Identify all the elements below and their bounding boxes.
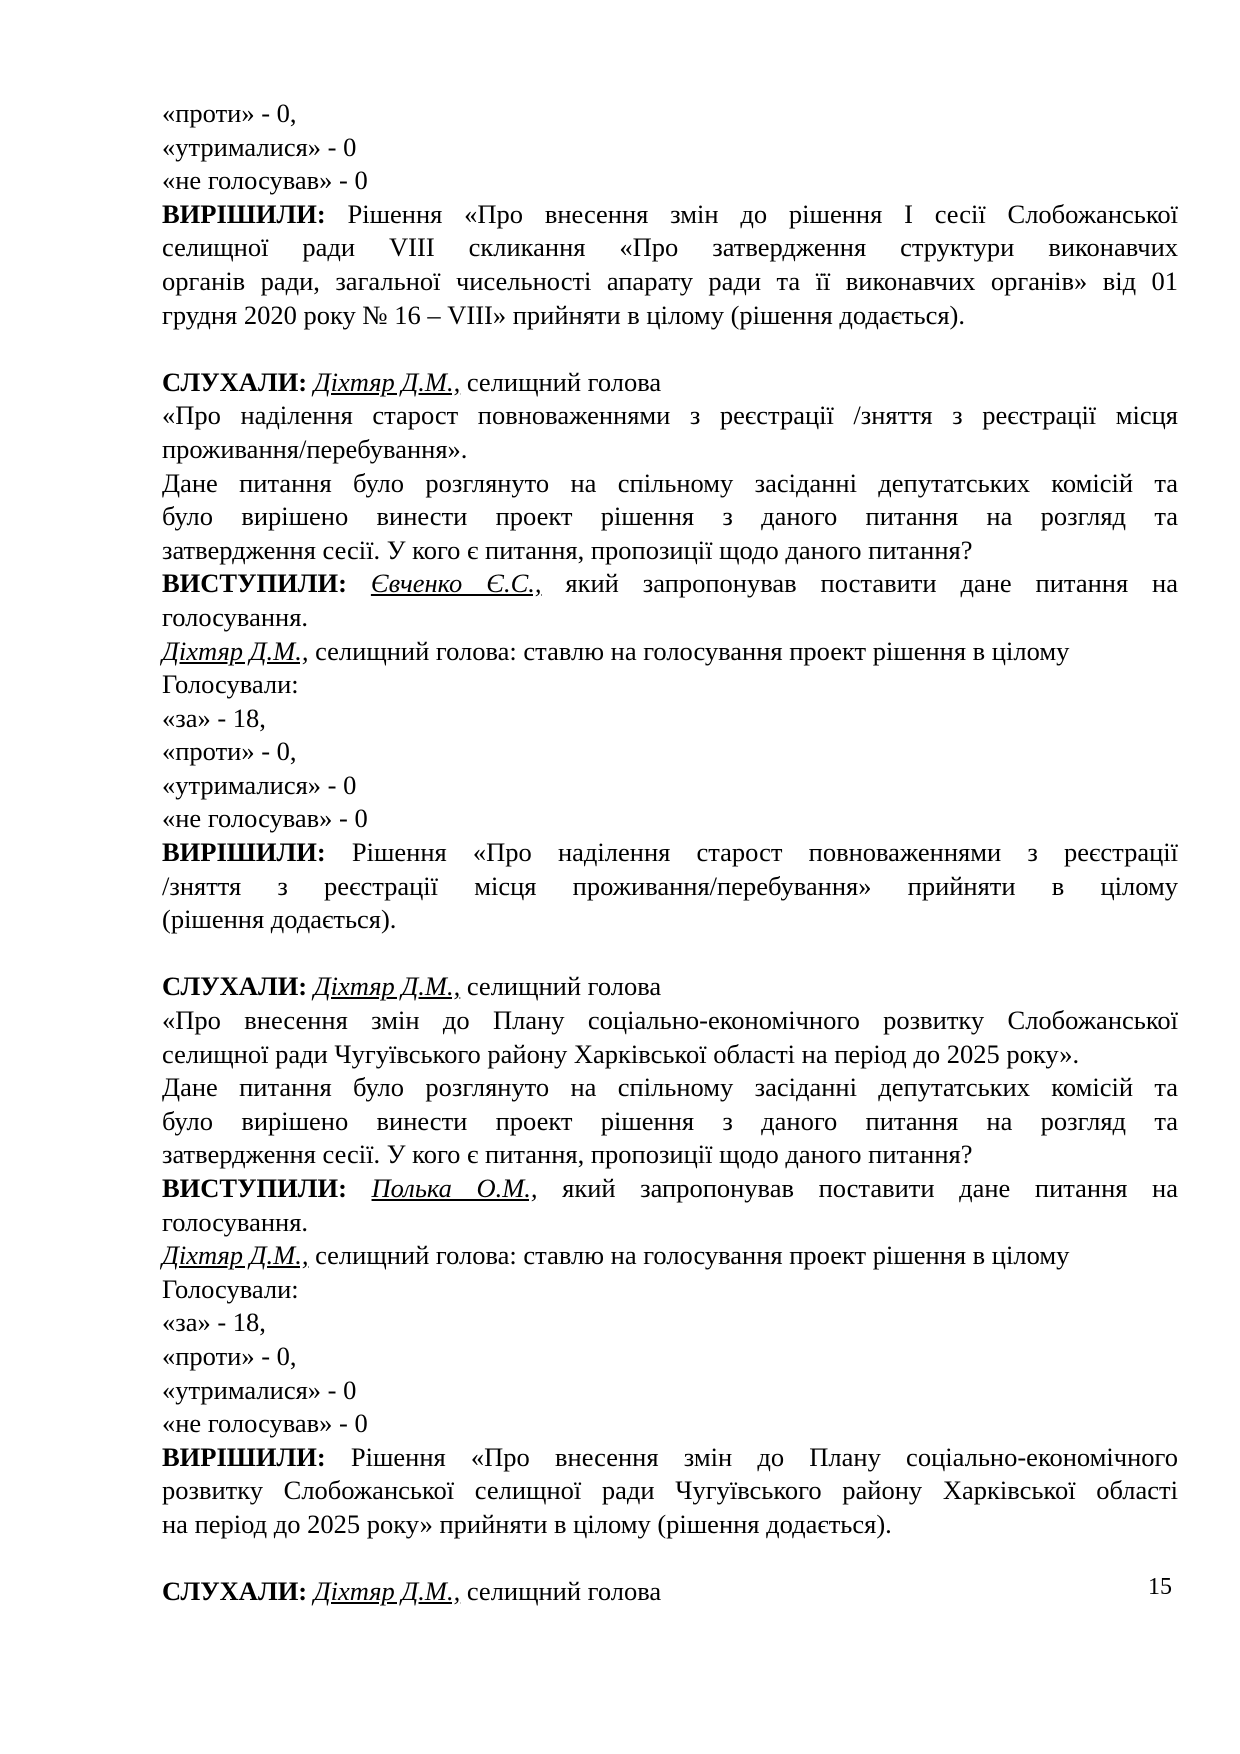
text-run: «утрималися» - 0 bbox=[162, 769, 357, 800]
page-number: 15 bbox=[1148, 1574, 1172, 1600]
text-run: селищний голова bbox=[460, 1576, 662, 1607]
text-line bbox=[162, 433, 1178, 467]
speaker-name: Євченко Є.С., bbox=[370, 568, 542, 599]
text-line bbox=[162, 870, 1178, 904]
text-run: Рішення «Про наділення старост повноваженнями з реєстрації bbox=[325, 837, 1178, 868]
text-line bbox=[162, 97, 1178, 131]
text-line bbox=[162, 198, 1178, 232]
text-run: Дане питання було розглянуто на спільному засіданні депутатських комісій та bbox=[162, 467, 1178, 498]
text-run: «не голосував» - 0 bbox=[162, 803, 368, 834]
text-run bbox=[307, 1576, 314, 1606]
paragraph-gap bbox=[162, 332, 1178, 366]
text-line bbox=[162, 735, 1178, 769]
text-line bbox=[162, 1273, 1178, 1307]
text-line bbox=[162, 131, 1178, 165]
section-keyword: ВИРІШИЛИ: bbox=[162, 198, 326, 229]
text-run: селищний голова bbox=[460, 366, 662, 397]
text-run: який запропонував поставити дане питання на bbox=[541, 568, 1179, 599]
text-line bbox=[162, 1038, 1178, 1072]
text-run: Рішення «Про внесення змін до Плану соціально-економічного bbox=[325, 1441, 1178, 1472]
text-run: «утрималися» - 0 bbox=[162, 131, 357, 162]
text-line bbox=[162, 903, 1178, 937]
text-run: «за» - 18, bbox=[162, 1307, 266, 1338]
text-run: Дане питання було розглянуто на спільному засіданні депутатських комісій та bbox=[162, 1072, 1178, 1103]
speaker-name: Діхтяр Д.М., bbox=[162, 1240, 309, 1271]
text-run: проживання/перебування». bbox=[162, 433, 468, 464]
text-line bbox=[162, 1105, 1178, 1139]
text-run: Рішення «Про внесення змін до рішення І сесії Слобожанської bbox=[325, 198, 1178, 229]
speaker-name: Полька О.М., bbox=[371, 1173, 538, 1203]
text-run: голосування. bbox=[162, 1206, 309, 1237]
text-run: «не голосував» - 0 bbox=[162, 1408, 368, 1439]
text-line bbox=[162, 702, 1178, 736]
text-line bbox=[162, 836, 1178, 870]
text-line bbox=[162, 1071, 1178, 1105]
text-run: селищної ради Чугуївського району Харківської області на період до 2025 року». bbox=[162, 1038, 1080, 1069]
text-run bbox=[347, 568, 371, 598]
section-keyword: СЛУХАЛИ: bbox=[162, 971, 308, 1002]
text-run: /зняття з реєстрації місця проживання/перебування» прийняти в цілому bbox=[162, 870, 1178, 901]
text-line bbox=[162, 1004, 1178, 1038]
text-run: голосування. bbox=[162, 601, 309, 632]
text-run bbox=[347, 1173, 372, 1203]
text-line bbox=[162, 1407, 1178, 1441]
text-run: селищний голова bbox=[460, 971, 662, 1002]
speaker-name: Діхтяр Д.М., bbox=[313, 366, 461, 397]
text-line bbox=[162, 265, 1178, 299]
text-run: Голосували: bbox=[162, 1273, 299, 1304]
text-run: «Про внесення змін до Плану соціально-економічного розвитку Слобожанської bbox=[162, 1005, 1178, 1036]
section-keyword: СЛУХАЛИ: bbox=[162, 366, 308, 397]
text-line bbox=[162, 366, 1178, 400]
text-line bbox=[162, 970, 1178, 1004]
text-line bbox=[162, 299, 1178, 333]
text-line bbox=[162, 231, 1178, 265]
text-line bbox=[162, 1138, 1178, 1172]
text-run: «Про наділення старост повноваженнями з реєстрації /зняття з реєстрації місця bbox=[162, 400, 1178, 431]
text-run bbox=[307, 367, 314, 397]
text-line bbox=[162, 635, 1178, 669]
speaker-name: Діхтяр Д.М., bbox=[313, 971, 461, 1002]
section-keyword: ВИСТУПИЛИ: bbox=[162, 1173, 347, 1203]
text-run: Голосували: bbox=[162, 669, 299, 700]
text-line bbox=[162, 1474, 1178, 1508]
text-run: який запропонував поставити дане питання на bbox=[537, 1173, 1178, 1203]
text-run: «проти» - 0, bbox=[162, 736, 297, 767]
document-page bbox=[162, 97, 1178, 1609]
text-run: грудня 2020 року № 16 – VIII» прийняти в цілому (рішення додається). bbox=[162, 299, 966, 330]
text-line bbox=[162, 1206, 1178, 1240]
text-line bbox=[162, 1441, 1178, 1475]
text-line bbox=[162, 1172, 1178, 1206]
text-run: селищної ради VIII скликання «Про затвердження структури виконавчих bbox=[162, 232, 1178, 263]
text-run: розвитку Слобожанської селищної ради Чугуївського району Харківської області bbox=[162, 1475, 1178, 1506]
text-run: «проти» - 0, bbox=[162, 98, 297, 128]
text-line bbox=[162, 802, 1178, 836]
text-line bbox=[162, 1340, 1178, 1374]
text-line bbox=[162, 1508, 1178, 1542]
text-run: затвердження сесії. У кого є питання, пропозиції щодо даного питання? bbox=[162, 534, 973, 565]
text-line bbox=[162, 668, 1178, 702]
section-keyword: ВИСТУПИЛИ: bbox=[162, 568, 347, 599]
text-line bbox=[162, 534, 1178, 568]
section-keyword: ВИРІШИЛИ: bbox=[162, 837, 326, 868]
text-run: селищний голова: ставлю на голосування проект рішення в цілому bbox=[308, 635, 1070, 666]
text-line bbox=[162, 1374, 1178, 1408]
text-run: було вирішено винести проект рішення з даного питання на розгляд та bbox=[162, 501, 1178, 532]
speaker-name: Діхтяр Д.М., bbox=[313, 1576, 461, 1607]
text-line bbox=[162, 164, 1178, 198]
text-run: органів ради, загальної чисельності апарату ради та її виконавчих органів» від 01 bbox=[162, 265, 1178, 296]
section-keyword: СЛУХАЛИ: bbox=[162, 1576, 308, 1607]
text-line bbox=[162, 467, 1178, 501]
text-run: було вирішено винести проект рішення з даного питання на розгляд та bbox=[162, 1105, 1178, 1136]
text-run: селищний голова: ставлю на голосування проект рішення в цілому bbox=[308, 1240, 1070, 1271]
text-line bbox=[162, 1575, 1178, 1609]
text-line bbox=[162, 399, 1178, 433]
text-line bbox=[162, 567, 1178, 601]
text-run: на період до 2025 року» прийняти в цілому (рішення додається). bbox=[162, 1508, 892, 1539]
text-run: «утрималися» - 0 bbox=[162, 1374, 357, 1405]
text-line bbox=[162, 500, 1178, 534]
text-run bbox=[307, 971, 314, 1001]
text-line bbox=[162, 769, 1178, 803]
section-keyword: ВИРІШИЛИ: bbox=[162, 1441, 326, 1472]
paragraph-gap bbox=[162, 937, 1178, 971]
text-line bbox=[162, 1239, 1178, 1273]
text-line bbox=[162, 601, 1178, 635]
text-run: «не голосував» - 0 bbox=[162, 165, 368, 196]
text-run: затвердження сесії. У кого є питання, пропозиції щодо даного питання? bbox=[162, 1139, 973, 1170]
paragraph-gap bbox=[162, 1542, 1178, 1576]
speaker-name: Діхтяр Д.М., bbox=[162, 635, 309, 666]
text-line bbox=[162, 1306, 1178, 1340]
text-run: «проти» - 0, bbox=[162, 1340, 297, 1371]
text-run: (рішення додається). bbox=[162, 904, 397, 935]
text-run: «за» - 18, bbox=[162, 702, 266, 733]
